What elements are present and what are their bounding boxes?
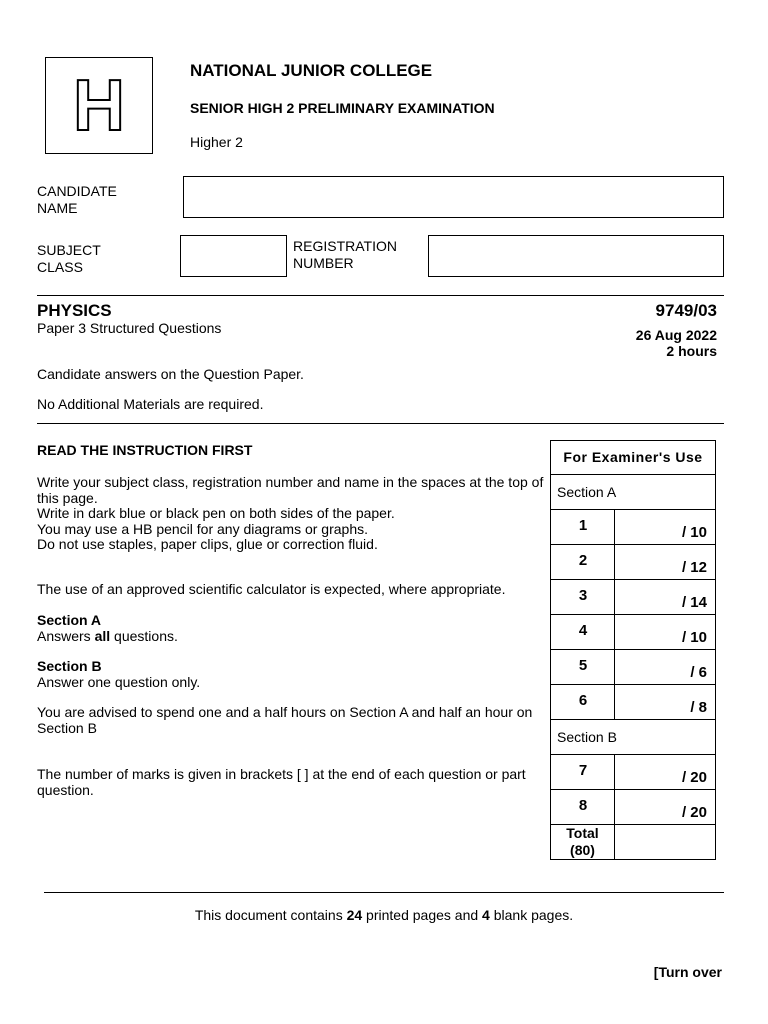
total-label-cell: [550, 824, 615, 860]
section-b-row: [550, 719, 716, 755]
pages-note: This document contains 24 printed pages and 4 blank pages.: [194, 907, 574, 923]
question-number: 4: [578, 622, 588, 639]
section-b-heading: Section B: [37, 658, 102, 674]
turn-over-label: [Turn over: [653, 964, 722, 980]
total-score-cell[interactable]: [614, 824, 716, 860]
instruction-line-2: Write in dark blue or black pen on both sides of the paper.: [37, 505, 395, 521]
question-number-cell: [550, 579, 615, 615]
question-number-cell: [550, 614, 615, 650]
logo-letter: H: [73, 66, 125, 146]
mark-cell[interactable]: [614, 579, 716, 615]
max-marks: / 10: [681, 629, 707, 646]
mark-cell[interactable]: [614, 544, 716, 580]
divider-middle: [37, 423, 724, 424]
max-marks: / 10: [681, 524, 707, 541]
max-marks: / 6: [690, 664, 707, 681]
section-b-text: Answer one question only.: [37, 673, 201, 690]
divider-bottom: [44, 892, 724, 893]
time-advice: You are advised to spend one and a half hours on Section A and half an hour on Section B: [37, 704, 533, 736]
mark-cell[interactable]: [614, 754, 716, 790]
instructions-heading: READ THE INSTRUCTION FIRST: [37, 442, 253, 458]
exam-duration: 2 hours: [666, 343, 717, 359]
examiner-title: For Examiner's Use: [563, 449, 703, 465]
college-name: NATIONAL JUNIOR COLLEGE: [190, 61, 433, 80]
question-number: 5: [578, 657, 588, 674]
instructions-block: [37, 475, 549, 553]
question-number: 2: [578, 552, 588, 569]
mark-cell[interactable]: [614, 649, 716, 685]
section-a-row: [550, 474, 716, 510]
instruction-line-1: Write your subject class, registration number and name in the spaces at the top of this page.: [37, 474, 544, 506]
mark-cell[interactable]: [614, 684, 716, 720]
subject-class-field[interactable]: [180, 235, 287, 277]
section-a-text: Answers all questions.: [37, 627, 178, 644]
question-number-cell: [550, 544, 615, 580]
question-number-cell: [550, 649, 615, 685]
total-value: (80): [570, 842, 595, 858]
materials-note: No Additional Materials are required.: [37, 396, 264, 412]
paper-code: 9749/03: [655, 301, 717, 320]
max-marks: / 20: [681, 769, 707, 786]
question-number-cell: [550, 509, 615, 545]
examiner-title-cell: [550, 440, 716, 475]
section-a-label: Section A: [557, 484, 617, 500]
divider-top: [37, 295, 724, 296]
answers-note: Candidate answers on the Question Paper.: [37, 366, 304, 382]
question-number: 1: [578, 517, 588, 534]
registration-number-field[interactable]: [428, 235, 724, 277]
question-number: 8: [578, 797, 588, 814]
section-b-label: Section B: [557, 729, 617, 745]
question-number-cell: [550, 754, 615, 790]
instruction-line-4: Do not use staples, paper clips, glue or correction fluid.: [37, 536, 378, 552]
exam-title: SENIOR HIGH 2 PRELIMINARY EXAMINATION: [190, 100, 495, 116]
max-marks: / 20: [681, 804, 707, 821]
examiners-use-table: [550, 440, 716, 860]
exam-date: 26 Aug 2022: [635, 327, 717, 343]
mark-cell[interactable]: [614, 789, 716, 825]
question-number: 6: [578, 692, 588, 709]
calculator-note: The use of an approved scientific calculator is expected, where appropriate.: [37, 581, 506, 597]
subject-title: PHYSICS: [37, 301, 112, 320]
candidate-name-field[interactable]: [183, 176, 724, 218]
question-number-cell: [550, 789, 615, 825]
level-label: Higher 2: [190, 134, 243, 150]
total-label: Total: [566, 825, 599, 841]
candidate-name-label: CANDIDATE NAME: [37, 183, 117, 216]
max-marks: / 8: [690, 699, 707, 716]
logo-box: [45, 57, 153, 154]
mark-cell[interactable]: [614, 509, 716, 545]
section-b-info: [37, 659, 549, 690]
max-marks: / 12: [681, 559, 707, 576]
section-a-heading: Section A: [37, 612, 102, 628]
question-number: 3: [578, 587, 588, 604]
max-marks: / 14: [681, 594, 707, 611]
question-number-cell: [550, 684, 615, 720]
question-number: 7: [578, 762, 588, 779]
marks-note: The number of marks is given in brackets [ ] at the end of each question or part question.: [37, 766, 526, 798]
registration-number-label: REGISTRATION NUMBER: [293, 238, 397, 271]
mark-cell[interactable]: [614, 614, 716, 650]
instruction-line-3: You may use a HB pencil for any diagrams or graphs.: [37, 520, 368, 537]
section-a-info: [37, 613, 549, 644]
subject-class-label: SUBJECT CLASS: [37, 242, 101, 275]
paper-title: Paper 3 Structured Questions: [37, 320, 222, 336]
